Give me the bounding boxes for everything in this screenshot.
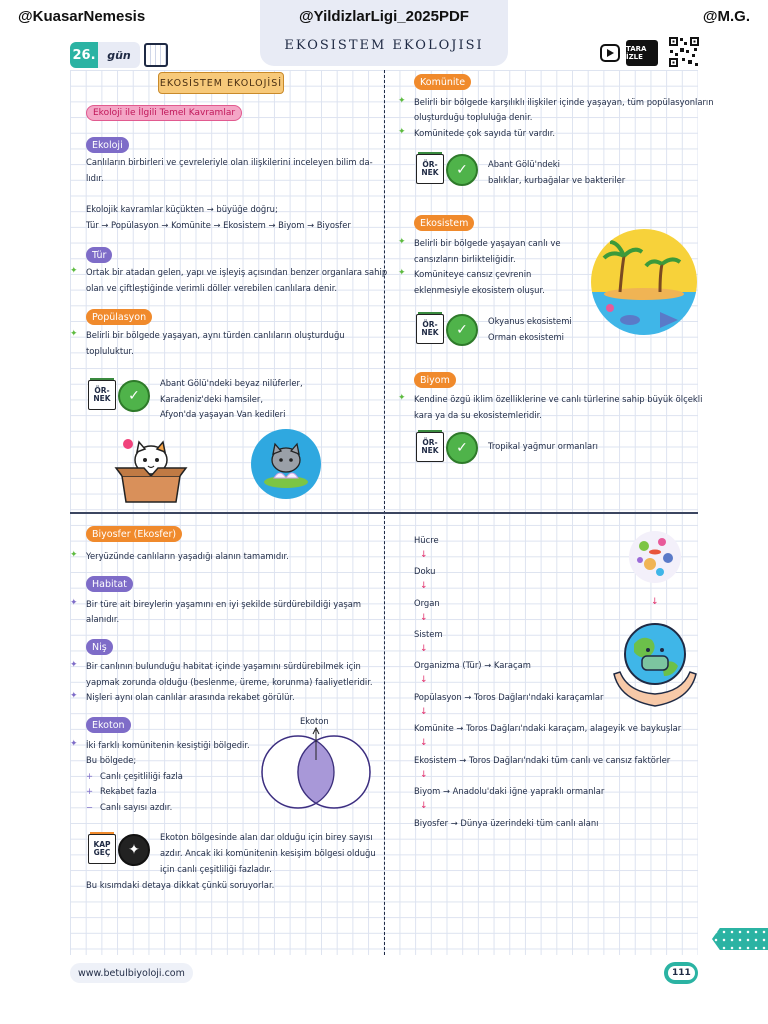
- chain-item: Biyosfer → Dünya üzerindeki tüm canlı alanı: [414, 818, 599, 828]
- nis-text-2: yapmak zorunda olduğu (beslenme, üreme, korunma) faaliyetleridir.: [86, 677, 373, 687]
- bullet-icon: ✦: [70, 266, 78, 276]
- lightbulb-icon: ✦: [118, 834, 150, 866]
- chain-item: Ekosistem → Toros Dağları'ndaki tüm canlı ve cansız faktörler: [414, 755, 671, 765]
- nis-text-3: Nişleri aynı olan canlılar arasında rekabet görülür.: [86, 692, 295, 702]
- kom-example-2: balıklar, kurbağalar ve bakteriler: [488, 175, 626, 185]
- watermark-right: @M.G.: [702, 8, 750, 25]
- footer-website-link[interactable]: www.betulbiyoloji.com: [70, 963, 193, 983]
- plus-icon: +: [86, 786, 94, 796]
- eko-text-2: cansızların birlikteliğidir.: [414, 254, 516, 264]
- eko-text-1: Belirli bir bölgede yaşayan canlı ve: [414, 238, 561, 248]
- order-line: Tür → Popülasyon → Komünite → Ekosistem → Biyom → Biyosfer: [86, 220, 351, 230]
- komunite-label: Komünite: [414, 74, 471, 90]
- biyom-label: Biyom: [414, 372, 456, 388]
- bullet-icon: ✦: [70, 329, 78, 339]
- cat-lotus-illustration: [250, 428, 322, 500]
- bullet-icon: ✦: [398, 237, 406, 247]
- watermark-center: @YildizlarLigi_2025PDF: [299, 8, 469, 25]
- kom-text-2: oluşturduğu topluluğa denir.: [414, 112, 533, 122]
- biyosfer-label: Biyosfer (Ekosfer): [86, 526, 182, 542]
- chain-item: Organ: [414, 598, 440, 608]
- kapgec-text-3: için canlı çeşitliliği fazladır.: [160, 864, 272, 874]
- ekoton-item-1: Canlı çeşitliliği fazla: [100, 771, 183, 781]
- biyom-text-2: kara ya da su ekosistemleridir.: [414, 410, 542, 420]
- chain-item: Sistem: [414, 629, 443, 639]
- top-icons: [600, 40, 658, 66]
- ekosistem-label: Ekosistem: [414, 215, 474, 231]
- ocean-ecosystem-illustration: [590, 228, 698, 336]
- kapgec-text-4: Bu kısımdaki detaya dikkat çünkü soruyorlar.: [86, 880, 275, 890]
- ornek-badge: [416, 430, 480, 466]
- populasyon-label: Popülasyon: [86, 309, 152, 325]
- down-arrow-icon: ↓: [420, 738, 428, 748]
- down-arrow-icon: ↓: [420, 801, 428, 811]
- qr-code-icon[interactable]: [668, 36, 700, 68]
- pop-example-1: Abant Gölü'ndeki beyaz nilüferler,: [160, 378, 303, 388]
- bullet-icon: ✦: [70, 598, 78, 608]
- ornek-box: ÖR- NEK: [416, 432, 444, 462]
- chain-item: Doku: [414, 566, 436, 576]
- ekoton-label: Ekoton: [86, 717, 131, 733]
- venn-label: Ekoton: [300, 716, 329, 726]
- page-title: EKOSISTEM EKOLOJISI: [284, 38, 484, 53]
- chain-item: Biyom → Anadolu'daki iğne yapraklı ormanlar: [414, 786, 605, 796]
- pop-example-3: Afyon'da yaşayan Van kedileri: [160, 409, 286, 419]
- down-arrow-icon: ↓: [420, 770, 428, 780]
- kapgec-text-2: azdır. Ancak iki komünitenin kesişim bölgesi olduğu: [160, 848, 376, 858]
- bullet-icon: ✦: [398, 393, 406, 403]
- kom-text-3: Komünitede çok sayıda tür vardır.: [414, 128, 556, 138]
- ornek-badge: [88, 378, 152, 414]
- ornek-box: ÖR- NEK: [416, 154, 444, 184]
- bullet-icon: ✦: [70, 660, 78, 670]
- ekoloji-text-2: lıdır.: [86, 173, 104, 183]
- cat-in-box-illustration: [114, 436, 188, 504]
- ekoloji-text-1: Canlıların birbirleri ve çevreleriyle olan ilişkilerini inceleyen bilim da-: [86, 157, 373, 167]
- bullet-icon: ✦: [70, 691, 78, 701]
- minus-icon: −: [86, 802, 94, 812]
- ornek-box: ÖR- NEK: [416, 314, 444, 344]
- microbes-illustration: [628, 530, 682, 584]
- bullet-icon: ✦: [70, 739, 78, 749]
- ornek-badge: [416, 152, 480, 188]
- day-badge: [70, 42, 168, 68]
- kapgec-badge: [88, 832, 152, 868]
- pop-text-2: topluluktur.: [86, 346, 134, 356]
- ekoton-text-1: İki farklı komünitenin kesiştiği bölgedir.: [86, 740, 250, 750]
- habitat-text-1: Bir türe ait bireylerin yaşamını en iyi şekilde sürdürebildiği yaşam: [86, 599, 362, 609]
- tur-label: Tür: [86, 247, 112, 263]
- kapgec-text-1: Ekoton bölgesinde alan dar olduğu için birey sayısı: [160, 832, 373, 842]
- eko-text-3: Komüniteye cansız çevrenin: [414, 269, 532, 279]
- tur-text-1: Ortak bir atadan gelen, yapı ve işleyiş açısından benzer organlara sahip: [86, 267, 388, 277]
- ekoton-item-3: Canlı sayısı azdır.: [100, 802, 173, 812]
- day-number: 26.: [70, 42, 98, 68]
- kom-example-1: Abant Gölü'ndeki: [488, 159, 560, 169]
- chain-item: Komünite → Toros Dağları'ndaki karaçam, alageyik ve baykuşlar: [414, 723, 682, 733]
- tv-icon[interactable]: [600, 44, 620, 62]
- plus-icon: +: [86, 771, 94, 781]
- check-icon: ✓: [446, 432, 478, 464]
- concepts-label: Ekoloji ile İlgili Temel Kavramlar: [86, 105, 242, 121]
- eko-example-1: Okyanus ekosistemi: [488, 316, 572, 326]
- biyom-example-1: Tropikal yağmur ormanları: [488, 441, 598, 451]
- nis-text-1: Bir canlının bulunduğu habitat içinde yaşamını sürdürebilmek için: [86, 661, 361, 671]
- habitat-label: Habitat: [86, 576, 133, 592]
- horizontal-divider: [70, 512, 698, 514]
- bullet-icon: ✦: [398, 268, 406, 278]
- ornek-badge: [416, 312, 480, 348]
- down-arrow-icon: ↓: [420, 581, 428, 591]
- chain-item: Popülasyon → Toros Dağları'ndaki karaçamlar: [414, 692, 604, 702]
- side-tab-decoration: [712, 928, 768, 950]
- biyosfer-text: Yeryüzünde canlıların yaşadığı alanın tamamıdır.: [86, 551, 289, 561]
- check-icon: ✓: [446, 314, 478, 346]
- watermark-left: @KuasarNemesis: [18, 8, 146, 25]
- page-number-badge: [664, 962, 698, 984]
- down-arrow-icon: ↓: [420, 707, 428, 717]
- order-intro: Ekolojik kavramlar küçükten → büyüğe doğru;: [86, 204, 278, 214]
- pop-example-2: Karadeniz'deki hamsiler,: [160, 394, 264, 404]
- section-title: EKOSİSTEM EKOLOJİSİ: [158, 72, 284, 94]
- down-arrow-icon: ↓: [651, 597, 659, 607]
- day-label: gün: [98, 42, 140, 68]
- check-icon: ✓: [446, 154, 478, 186]
- header-tab: [260, 0, 508, 66]
- check-icon: ✓: [118, 380, 150, 412]
- bullet-icon: ✦: [398, 96, 406, 106]
- chain-item: Hücre: [414, 535, 439, 545]
- kom-text-1: Belirli bir bölgede karşılıklı ilişkiler içinde yaşayan, tüm popülasyonların: [414, 97, 714, 107]
- tur-text-2: olan ve çiftleştiğinde verimli döller verebilen canlılara denir.: [86, 283, 338, 293]
- eko-text-4: eklenmesiyle ekosistem oluşur.: [414, 285, 545, 295]
- ekoton-text-2: Bu bölgede;: [86, 755, 137, 765]
- down-arrow-icon: ↓: [420, 613, 428, 623]
- ornek-box: ÖR- NEK: [88, 380, 116, 410]
- kapgec-box: KAP GEÇ: [88, 834, 116, 864]
- pop-text-1: Belirli bir bölgede yaşayan, aynı türden canlıların oluşturduğu: [86, 330, 345, 340]
- ekoton-item-2: Rekabet fazla: [100, 786, 157, 796]
- calendar-icon: [144, 43, 168, 67]
- tara-izle-button[interactable]: TARA İZLE: [626, 40, 658, 66]
- earth-in-hands-illustration: [610, 614, 700, 714]
- page-number: 111: [668, 966, 695, 980]
- bullet-icon: ✦: [398, 127, 406, 137]
- nis-label: Niş: [86, 639, 113, 655]
- down-arrow-icon: ↓: [420, 550, 428, 560]
- biyom-text-1: Kendine özgü iklim özelliklerine ve canlı türlerine sahip büyük ölçekli: [414, 394, 703, 404]
- chain-item: Organizma (Tür) → Karaçam: [414, 660, 531, 670]
- down-arrow-icon: ↓: [420, 675, 428, 685]
- ekoloji-label: Ekoloji: [86, 137, 129, 153]
- habitat-text-2: alanıdır.: [86, 614, 120, 624]
- down-arrow-icon: ↓: [420, 644, 428, 654]
- eko-example-2: Orman ekosistemi: [488, 332, 564, 342]
- bullet-icon: ✦: [70, 550, 78, 560]
